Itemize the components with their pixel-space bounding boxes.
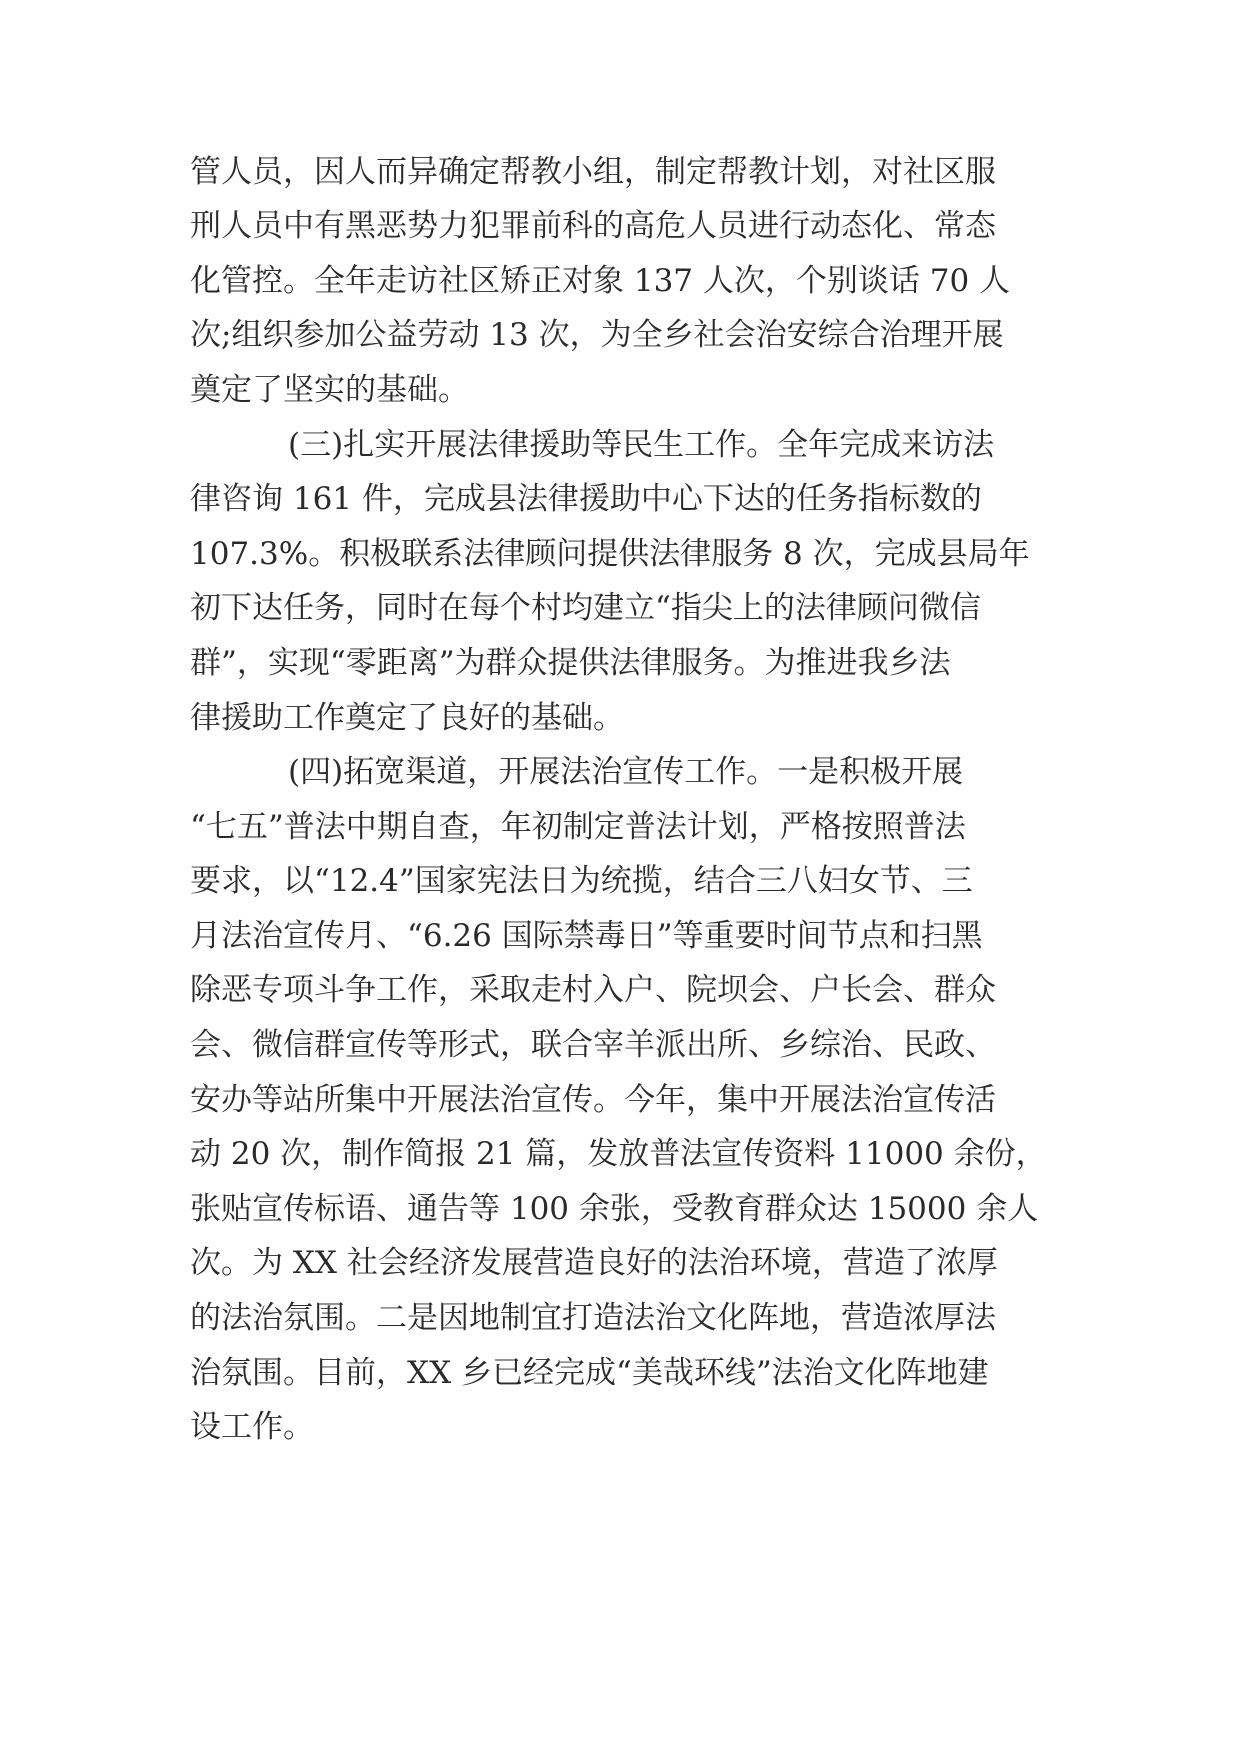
text-line: 管人员，因人而异确定帮教小组，制定帮教计划，对社区服 [190, 154, 996, 190]
text-line: 动 20 次，制作简报 21 篇，发放普法宣传资料 11000 余份， [190, 1136, 1047, 1172]
text-line: 律咨询 161 件，完成县法律援助中心下达的任务指标数的 [190, 481, 982, 517]
text-line: 会、微信群宣传等形式，联合宰羊派出所、乡综治、民政、 [190, 1027, 996, 1063]
text-line: 安办等站所集中开展法治宣传。今年，集中开展法治宣传活 [190, 1082, 996, 1118]
text-line: 次;组织参加公益劳动 13 次，为全乡社会治安综合治理开展 [190, 317, 1004, 353]
text-line: 刑人员中有黑恶势力犯罪前科的高危人员进行动态化、常态 [190, 208, 996, 244]
text-line: 107.3%。积极联系法律顾问提供法律服务 8 次，完成县局年 [190, 536, 1030, 572]
text-line: 要求，以“12.4”国家宪法日为统揽，结合三八妇女节、三 [190, 863, 973, 899]
text-line: 化管控。全年走访社区矫正对象 137 人次，个别谈话 70 人 [190, 263, 1011, 299]
text-line: 张贴宣传标语、通告等 100 余张，受教育群众达 15000 余人 [190, 1191, 1039, 1227]
text-line: 治氛围。目前，XX 乡已经完成“美哉环线”法治文化阵地建 [190, 1355, 989, 1391]
text-line: 设工作。 [190, 1409, 314, 1445]
text-line: 初下达任务，同时在每个村均建立“指尖上的法律顾问微信 [190, 590, 981, 626]
text-line: 的法治氛围。二是因地制宜打造法治文化阵地，营造浓厚法 [190, 1300, 996, 1336]
text-line: 群”，实现“零距离”为群众提供法律服务。为推进我乡法 [190, 645, 951, 681]
text-line: 月法治宣传月、“6.26 国际禁毒日”等重要时间节点和扫黑 [190, 918, 983, 954]
text-line: 次。为 XX 社会经济发展营造良好的法治环境，营造了浓厚 [190, 1245, 998, 1281]
text-line: 律援助工作奠定了良好的基础。 [190, 700, 624, 736]
text-line: 奠定了坚实的基础。 [190, 372, 469, 408]
paragraph-3-first-line: (三)扎实开展法律援助等民生工作。全年完成来访法 [288, 427, 995, 463]
text-line: 除恶专项斗争工作，采取走村入户、院坝会、户长会、群众 [190, 972, 996, 1008]
paragraph-4-first-line: (四)拓宽渠道，开展法治宣传工作。一是积极开展 [288, 754, 964, 790]
text-line: “七五”普法中期自查，年初制定普法计划，严格按照普法 [190, 809, 966, 845]
